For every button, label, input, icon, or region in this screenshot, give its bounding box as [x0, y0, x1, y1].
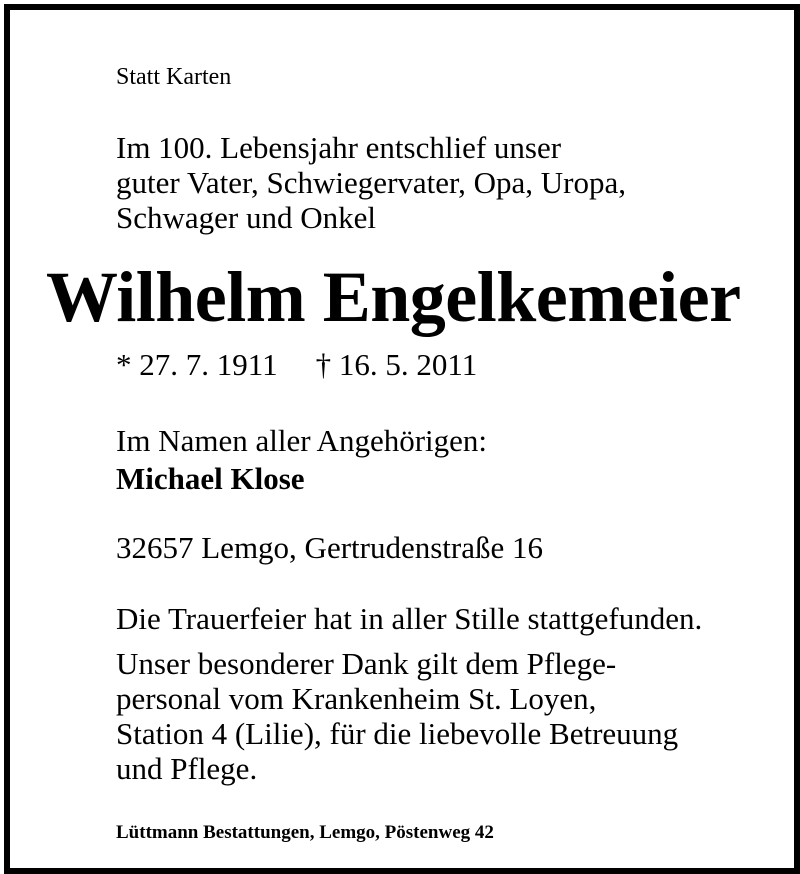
thanks-line-3: Station 4 (Lilie), für die liebevolle Betreuung — [116, 716, 679, 751]
family-name: Michael Klose — [116, 461, 305, 496]
intro-line-2: guter Vater, Schwiegervater, Opa, Uropa, — [116, 165, 626, 200]
notice-border — [4, 4, 800, 874]
death-date: † 16. 5. 2011 — [315, 347, 478, 382]
thanks-line-2: personal vom Krankenheim St. Loyen, — [116, 681, 597, 716]
life-dates — [116, 347, 477, 383]
birth-date: * 27. 7. 1911 — [116, 347, 278, 382]
intro-line-1: Im 100. Lebensjahr entschlief unser — [116, 130, 562, 165]
family-intro: Im Namen aller Angehörigen: — [116, 423, 488, 458]
deceased-name: Wilhelm Engelkemeier — [46, 257, 741, 337]
thanks-line-1: Unser besonderer Dank gilt dem Pflege- — [116, 646, 617, 681]
header-text: Statt Karten — [116, 64, 232, 90]
intro-line-3: Schwager und Onkel — [116, 200, 376, 235]
notice-content — [10, 10, 794, 868]
funeral-note: Die Trauerfeier hat in aller Stille stattgefunden. — [116, 601, 703, 636]
address: 32657 Lemgo, Gertrudenstraße 16 — [116, 530, 543, 565]
undertaker-info: Lüttmann Bestattungen, Lemgo, Pöstenweg 42 — [116, 822, 494, 843]
thanks-line-4: und Pflege. — [116, 751, 258, 786]
